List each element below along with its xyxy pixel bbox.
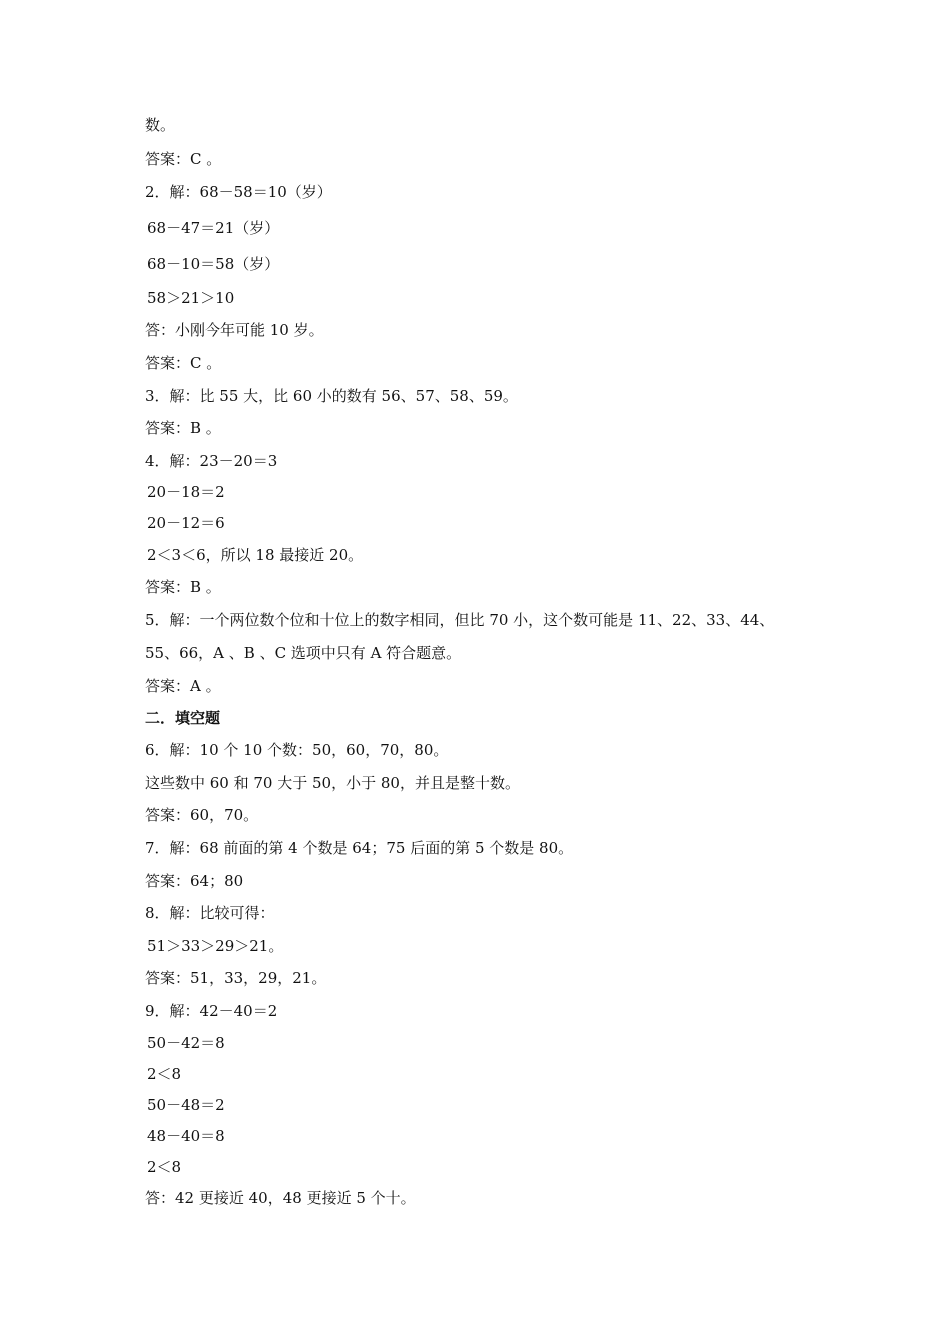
answer-line: 答案：C 。 [145,354,222,372]
text-line: 数。 [145,116,176,134]
solution-line: 5．解：一个两位数个位和十位上的数字相同，但比 70 小，这个数可能是 11、22、33、44、 [145,611,775,629]
answer-line: 答案：A 。 [145,677,221,695]
answer-line: 答案：64；80 [145,872,244,890]
equation-line: 68－47＝21（岁） [147,219,280,237]
equation-line: 58＞21＞10 [147,289,235,307]
solution-line: 6．解：10 个 10 个数：50，60，70，80。 [145,741,449,759]
text-line: 答：小刚今年可能 10 岁。 [145,321,324,339]
answer-line: 答案：B 。 [145,578,221,596]
answer-line: 答案：B 。 [145,419,221,437]
answer-line: 答案：60，70。 [145,806,259,824]
equation-line: 51＞33＞29＞21。 [147,937,284,955]
text-line: 55、66，A 、B 、C 选项中只有 A 符合题意。 [145,644,462,662]
solution-line: 8．解：比较可得： [145,904,275,922]
solution-line: 9．解：42－40＝2 [145,1002,278,1020]
equation-line: 48－40＝8 [147,1127,225,1145]
text-line: 2＜3＜6，所以 18 最接近 20。 [147,546,364,564]
equation-line: 2＜8 [147,1065,182,1083]
answer-line: 答案：51，33，29，21。 [145,969,327,987]
equation-line: 20－18＝2 [147,483,225,501]
answer-line: 答案：C 。 [145,150,222,168]
solution-line: 7．解：68 前面的第 4 个数是 64；75 后面的第 5 个数是 80。 [145,839,574,857]
text-line: 这些数中 60 和 70 大于 50，小于 80，并且是整十数。 [145,774,520,792]
solution-line: 3．解：比 55 大，比 60 小的数有 56、57、58、59。 [145,387,518,405]
equation-line: 20－12＝6 [147,514,225,532]
section-heading: 二．填空题 [145,709,221,727]
solution-line: 2．解：68－58＝10（岁） [145,183,332,201]
solution-line: 4．解：23－20＝3 [145,452,278,470]
equation-line: 2＜8 [147,1158,182,1176]
equation-line: 50－42＝8 [147,1034,225,1052]
text-line: 答：42 更接近 40，48 更接近 5 个十。 [145,1189,416,1207]
equation-line: 68－10＝58（岁） [147,255,280,273]
equation-line: 50－48＝2 [147,1096,225,1114]
